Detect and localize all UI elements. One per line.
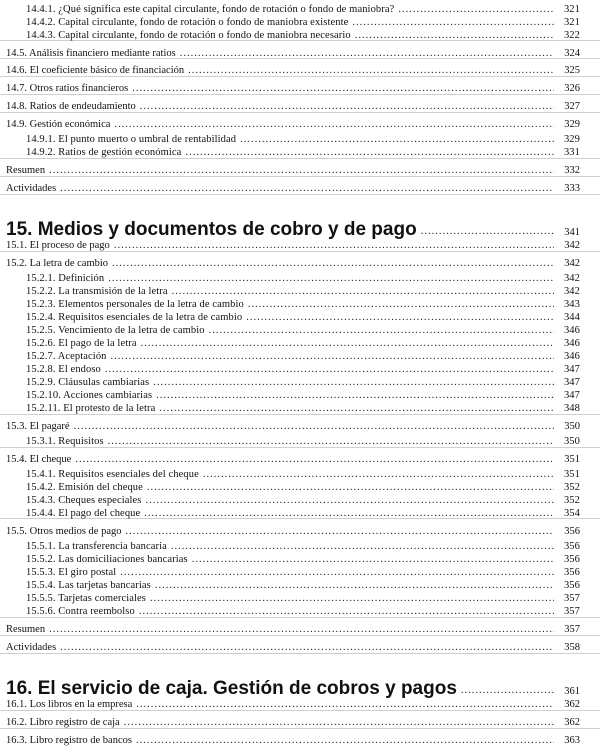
dot-leader [111,350,554,363]
page-number: 325 [564,65,580,76]
toc-entry [26,3,580,16]
dot-leader [185,146,554,159]
toc-entry [26,133,580,146]
entry-title: Resumen [6,624,46,635]
dot-leader [120,566,554,579]
toc-entry [6,698,580,711]
page-number: 351 [564,454,580,465]
dot-leader [203,468,554,481]
entry-title: 15.4.4. El pago del cheque [26,508,141,519]
entry-title: 15.4.1. Requisitos esenciales del cheque [26,469,199,480]
dot-leader [248,298,554,311]
page-number: 329 [564,119,580,130]
dot-leader [144,507,554,520]
toc-entry [6,716,580,729]
page-number: 356 [563,567,580,578]
dot-leader [172,285,554,298]
entry-title: 15.5.3. El giro postal [26,567,117,578]
page-number: 329 [563,134,580,145]
page-number: 361 [564,686,580,697]
toc-entry [6,420,580,433]
entry-title: 14.6. El coeficiente básico de financiación [6,65,185,76]
entry-title: 16.2. Libro registro de caja [6,717,120,728]
dot-leader [140,100,554,113]
toc-entry [26,363,580,376]
entry-title: 15.4. El cheque [6,454,72,465]
toc-entry [26,376,580,389]
dot-leader [60,641,554,654]
entry-title: Actividades [6,642,57,653]
dot-leader [209,324,554,337]
entry-title: 15.3. El pagaré [6,421,70,432]
toc-entry [6,525,580,538]
toc-entry [6,182,580,195]
page-number: 321 [563,4,580,15]
toc-entry [26,285,580,298]
dot-leader [75,453,554,466]
toc-entry [26,402,580,415]
page-number: 356 [563,554,580,565]
toc-entry [26,324,580,337]
dot-leader [136,734,554,747]
dot-leader [150,592,554,605]
entry-title: 15.5.5. Tarjetas comerciales [26,593,146,604]
dot-leader [49,164,554,177]
entry-title: Resumen [6,165,46,176]
page-number: 363 [564,735,580,746]
dot-leader [114,239,554,252]
toc-entry [26,435,580,448]
dot-leader [105,363,554,376]
toc-entry [26,507,580,520]
entry-title: 15.2. La letra de cambio [6,258,109,269]
dot-leader [421,225,554,238]
dot-leader [159,402,554,415]
dot-leader [74,420,554,433]
page-number: 362 [564,717,580,728]
entry-title: 16.3. Libro registro de bancos [6,735,132,746]
page-number: 357 [563,606,580,617]
page-number: 358 [564,642,580,653]
toc-entry [6,64,580,77]
page-number: 357 [563,593,580,604]
dot-leader [136,698,554,711]
page-number: 348 [563,403,580,414]
page-number: 341 [564,227,580,238]
page-number: 331 [563,147,580,158]
toc-entry [26,605,580,618]
dot-leader [114,118,554,131]
entry-title: 15.2.10. Acciones cambiarias [26,390,153,401]
dot-leader [156,389,554,402]
toc-entry [6,100,580,113]
entry-title: 15.5. Otros medios de pago [6,526,122,537]
page-number: 347 [563,364,580,375]
dot-leader [246,311,554,324]
entry-title: 15.2.9. Cláusulas cambiarias [26,377,150,388]
entry-title: Actividades [6,183,57,194]
toc-entry [26,389,580,402]
toc-entry [26,298,580,311]
entry-title: 15.2.5. Vencimiento de la letra de cambio [26,325,205,336]
page-number: 321 [563,17,580,28]
page-number: 346 [563,325,580,336]
page-number: 357 [564,624,580,635]
dot-leader [112,257,554,270]
entry-title: 15.3.1. Requisitos [26,436,104,447]
toc-entry [6,734,580,747]
entry-title: 15.2.1. Definición [26,273,105,284]
page-number: 350 [564,421,580,432]
page-number: 342 [563,273,580,284]
toc-entry [26,566,580,579]
entry-title: 14.9. Gestión económica [6,119,111,130]
dot-leader [461,684,554,697]
dot-leader [132,82,554,95]
page-number: 322 [563,30,580,41]
page-number: 351 [563,469,580,480]
entry-title: 14.4.1. ¿Qué significa este capital circulante, fondo de rotación o fondo de maniobra? [26,4,395,15]
entry-title: 15.4.2. Emisión del cheque [26,482,143,493]
dot-leader [192,553,554,566]
page-number: 346 [563,351,580,362]
page-number: 352 [563,482,580,493]
dot-leader [60,182,554,195]
page-number: 352 [563,495,580,506]
toc-entry [6,641,580,654]
toc-entry [26,468,580,481]
toc-entry [26,540,580,553]
dot-leader [139,605,554,618]
dot-leader [141,337,554,350]
toc-entry [26,350,580,363]
entry-title: 14.7. Otros ratios financieros [6,83,129,94]
page-number: 332 [564,165,580,176]
page-number: 326 [564,83,580,94]
page-number: 344 [563,312,580,323]
entry-title: 14.4.3. Capital circulante, fondo de rotación o fondo de maniobra necesario [26,30,351,41]
page-number: 346 [563,338,580,349]
dot-leader [398,3,554,16]
toc-entry [6,239,580,252]
dot-leader [124,716,554,729]
page-number: 350 [563,436,580,447]
entry-title: 15.1. El proceso de pago [6,240,110,251]
entry-title: 14.9.1. El punto muerto o umbral de rentabilidad [26,134,237,145]
page-number: 342 [564,240,580,251]
page-number: 356 [563,580,580,591]
entry-title: 15.2.11. El protesto de la letra [26,403,156,414]
dot-leader [171,540,554,553]
page-number: 347 [563,390,580,401]
dot-leader [108,272,554,285]
toc-entry [26,579,580,592]
entry-title: 14.8. Ratios de endeudamiento [6,101,136,112]
toc-entry [6,164,580,177]
toc-entry [26,337,580,350]
dot-leader [188,64,554,77]
entry-title: 15.5.6. Contra reembolso [26,606,135,617]
dot-leader [147,481,554,494]
entry-title: 15.5.1. La transferencia bancaria [26,541,167,552]
entry-title: 16.1. Los libros en la empresa [6,699,133,710]
toc-entry [26,494,580,507]
entry-title: 14.9.2. Ratios de gestión económica [26,147,182,158]
entry-title: 15.2.2. La transmisión de la letra [26,286,168,297]
dot-leader [108,435,554,448]
toc-entry [6,47,580,60]
page-number: 324 [564,48,580,59]
entry-title: 16. El servicio de caja. Gestión de cobros y pagos [6,678,457,699]
entry-title: 15.2.7. Aceptación [26,351,107,362]
entry-title: 14.4.2. Capital circulante, fondo de rotación o fondo de maniobra existente [26,17,349,28]
entry-title: 15.5.2. Las domiciliaciones bancarias [26,554,188,565]
entry-title: 15.5.4. Las tarjetas bancarias [26,580,151,591]
toc-entry [6,118,580,131]
page-number: 362 [564,699,580,710]
page-number: 354 [563,508,580,519]
dot-leader [49,623,554,636]
page-number: 347 [563,377,580,388]
page-number: 327 [564,101,580,112]
entry-title: 15.2.4. Requisitos esenciales de la letra de cambio [26,312,243,323]
entry-title: 15.2.3. Elementos personales de la letra de cambio [26,299,244,310]
toc-entry [26,553,580,566]
dot-leader [355,29,554,42]
toc-entry [26,592,580,605]
toc-entry [26,16,580,29]
dot-leader [180,47,554,60]
entry-title: 15.2.6. El pago de la letra [26,338,137,349]
toc-entry [26,311,580,324]
toc-entry [6,623,580,636]
toc-entry [6,257,580,270]
entry-title: 15.4.3. Cheques especiales [26,495,142,506]
toc-entry [26,272,580,285]
toc-entry [6,82,580,95]
dot-leader [126,525,555,538]
page-number: 333 [564,183,580,194]
page-number: 342 [563,286,580,297]
page-number: 342 [564,258,580,269]
toc-entry [6,453,580,466]
dot-leader [153,376,554,389]
dot-leader [155,579,554,592]
entry-title: 14.5. Análisis financiero mediante ratios [6,48,176,59]
entry-title: 15. Medios y documentos de cobro y de pago [6,219,417,240]
page-number: 356 [564,526,580,537]
dot-leader [240,133,554,146]
page-number: 356 [563,541,580,552]
entry-title: 15.2.8. El endoso [26,364,101,375]
toc-entry [26,481,580,494]
dot-leader [352,16,554,29]
page-number: 343 [563,299,580,310]
toc-entry [26,29,580,42]
dot-leader [145,494,554,507]
toc-entry [26,146,580,159]
